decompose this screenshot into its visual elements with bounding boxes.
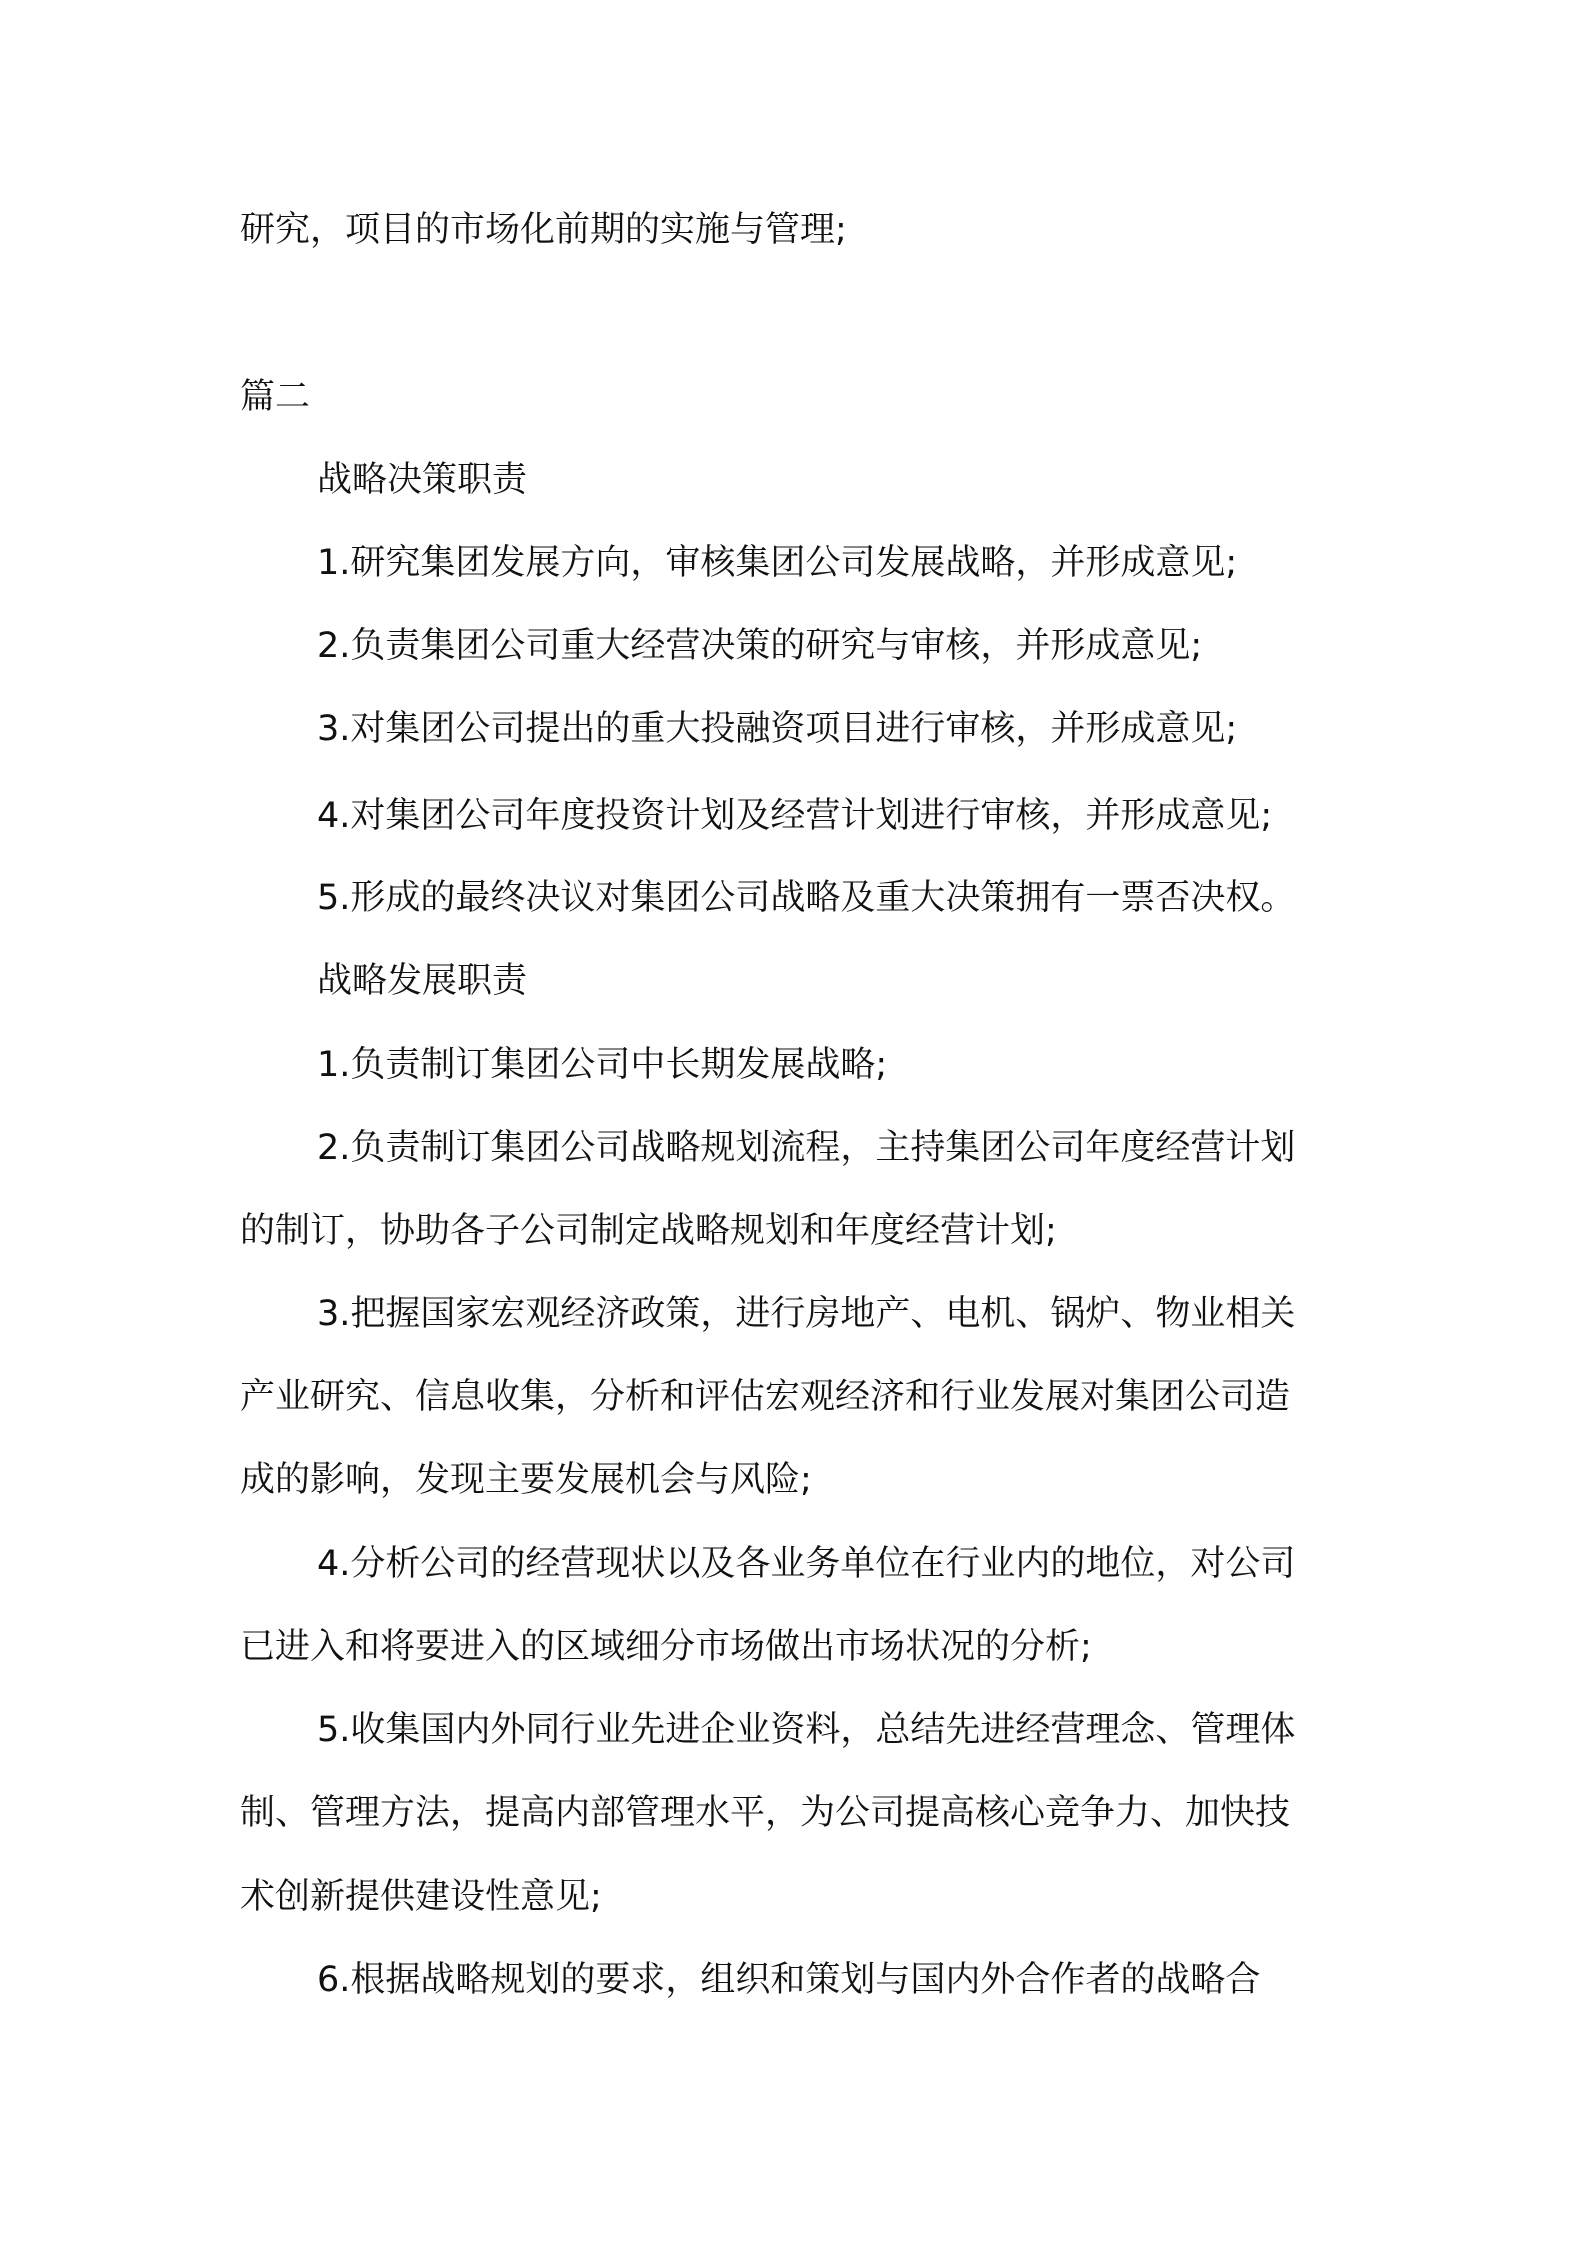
text-line: 4.分析公司的经营现状以及各业务单位在行业内的地位，对公司 — [317, 1544, 1296, 1584]
text-line: 产业研究、信息收集，分析和评估宏观经济和行业发展对集团公司造 — [240, 1377, 1291, 1417]
text-line: 1.研究集团发展方向，审核集团公司发展战略，并形成意见; — [317, 543, 1238, 583]
text-line: 5.收集国内外同行业先进企业资料，总结先进经营理念、管理体 — [317, 1710, 1296, 1750]
subsection-heading: 战略发展职责 — [317, 961, 528, 1001]
text-line: 5.形成的最终决议对集团公司战略及重大决策拥有一票否决权。 — [317, 878, 1296, 918]
text-line: 4.对集团公司年度投资计划及经营计划进行审核，并形成意见; — [317, 796, 1273, 836]
text-line: 2.负责集团公司重大经营决策的研究与审核，并形成意见; — [317, 626, 1203, 666]
text-line: 成的影响，发现主要发展机会与风险; — [240, 1460, 812, 1500]
subsection-heading: 战略决策职责 — [317, 460, 528, 500]
text-line: 6.根据战略规划的要求，组织和策划与国内外合作者的战略合 — [317, 1960, 1261, 2000]
text-line: 3.对集团公司提出的重大投融资项目进行审核，并形成意见; — [317, 709, 1238, 749]
text-line: 制、管理方法，提高内部管理水平，为公司提高核心竞争力、加快技 — [240, 1793, 1291, 1833]
section-heading: 篇二 — [240, 377, 311, 417]
text-line: 1.负责制订集团公司中长期发展战略; — [317, 1045, 888, 1085]
text-line: 的制订，协助各子公司制定战略规划和年度经营计划; — [240, 1211, 1057, 1251]
text-line: 2.负责制订集团公司战略规划流程，主持集团公司年度经营计划 — [317, 1128, 1296, 1168]
text-line: 术创新提供建设性意见; — [240, 1877, 602, 1917]
text-line: 3.把握国家宏观经济政策，进行房地产、电机、锅炉、物业相关 — [317, 1294, 1296, 1334]
text-line: 研究，项目的市场化前期的实施与管理; — [240, 210, 847, 250]
text-line: 已进入和将要进入的区域细分市场做出市场状况的分析; — [240, 1627, 1092, 1667]
